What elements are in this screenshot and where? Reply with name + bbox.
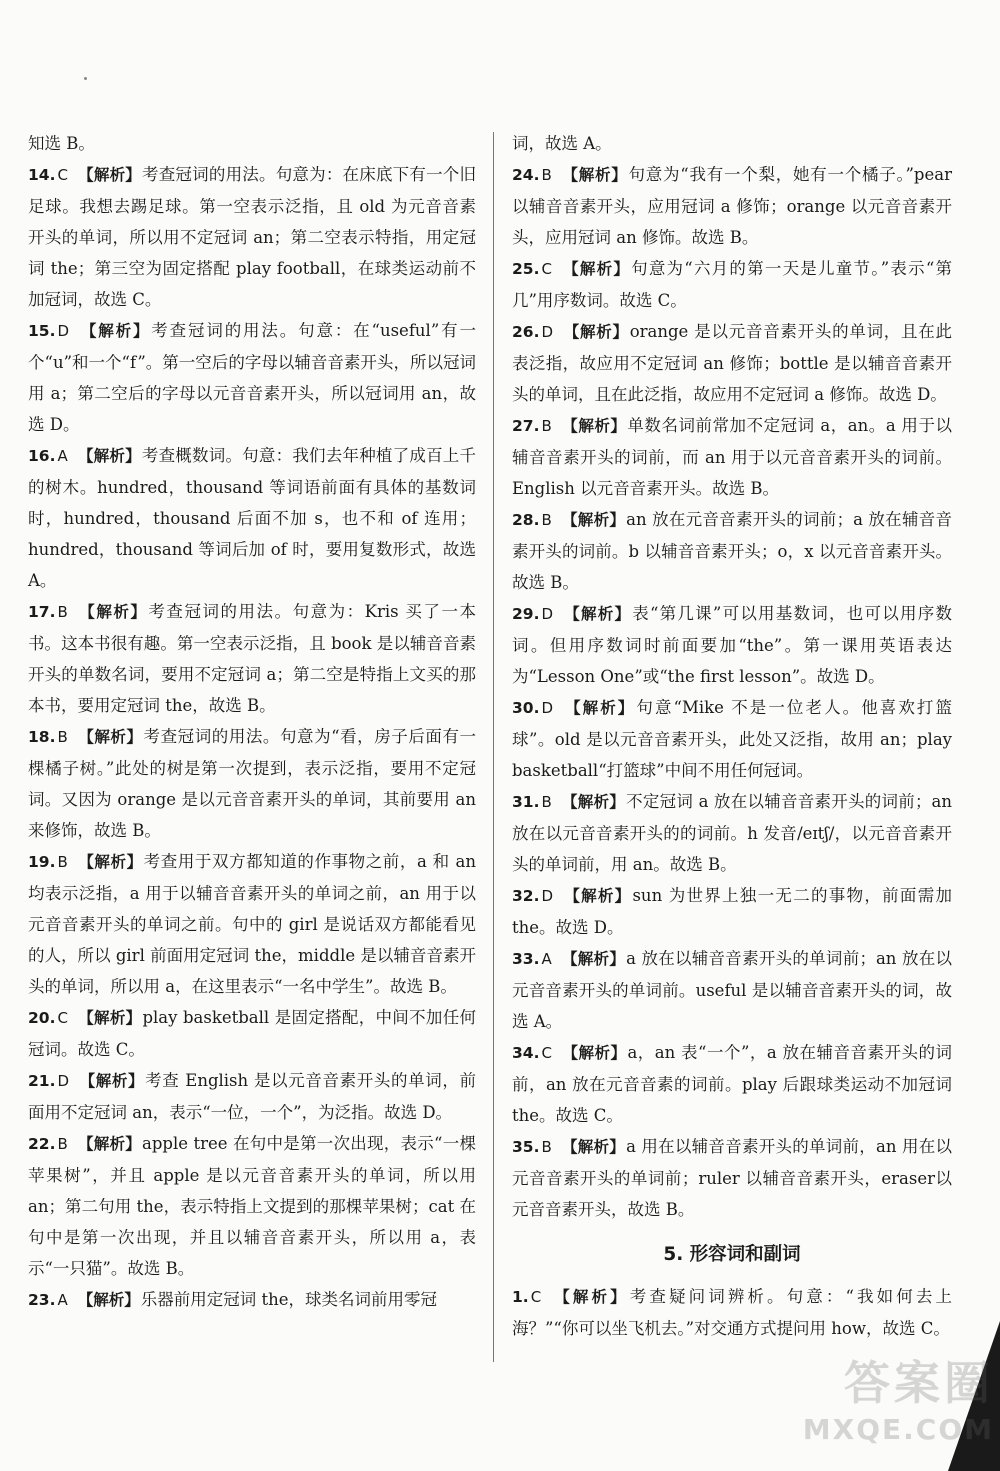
analysis-tag: 【解析】 bbox=[561, 1044, 627, 1062]
analysis-tag: 【解析】 bbox=[563, 887, 632, 905]
left-column bbox=[28, 128, 476, 1316]
answer-item bbox=[512, 504, 952, 598]
section-answer-list bbox=[512, 1281, 952, 1344]
analysis-text: play basketball 是固定搭配，中间不加任何冠词。故选 C。 bbox=[28, 1008, 476, 1059]
question-number: 15. bbox=[28, 322, 56, 340]
answer-letter: C bbox=[57, 1009, 68, 1027]
analysis-text: 考查 English 是以元音音素开头的单词，前面用不定冠词 an，表示“一位，一个”，为泛指。故选 D。 bbox=[28, 1071, 476, 1122]
answer-item bbox=[28, 596, 476, 721]
answer-item bbox=[28, 1002, 476, 1065]
question-number: 18. bbox=[28, 728, 56, 746]
question-number: 25. bbox=[512, 260, 540, 278]
analysis-tag: 【解析】 bbox=[77, 603, 148, 621]
question-number: 16. bbox=[28, 447, 56, 465]
answer-item bbox=[512, 1037, 952, 1131]
question-number: 17. bbox=[28, 603, 56, 621]
analysis-tag: 【解析】 bbox=[79, 322, 151, 340]
answer-letter: B bbox=[541, 1138, 552, 1156]
question-number: 34. bbox=[512, 1044, 540, 1062]
analysis-text: 句意为“六月的第一天是儿童节。”表示“第几”用序数词。故选 C。 bbox=[512, 259, 952, 310]
analysis-text: 句意为“我有一个梨，她有一个橘子。”pear 以辅音音素开头，应用冠词 a 修饰；orange 以元音音素开头，应用冠词 an 修饰。故选 B。 bbox=[512, 165, 952, 247]
left-answer-list bbox=[28, 159, 476, 1316]
answer-letter: D bbox=[541, 323, 554, 341]
answer-letter: A bbox=[541, 950, 552, 968]
answer-item bbox=[512, 880, 952, 943]
answer-letter: D bbox=[541, 887, 554, 905]
section-title: 5. 形容词和副词 bbox=[663, 1244, 801, 1265]
answer-item bbox=[512, 1281, 952, 1344]
analysis-tag: 【解析】 bbox=[77, 853, 143, 871]
watermark-url: MXQE.COM bbox=[802, 1413, 994, 1446]
question-number: 24. bbox=[512, 166, 540, 184]
analysis-text: 不定冠词 a 放在以辅音音素开头的词前；an 放在以元音音素开头的的词前。h 发音/eɪtʃ/，以元音音素开头的单词前，用 an。故选 B。 bbox=[512, 792, 952, 874]
answer-letter: D bbox=[57, 322, 70, 340]
question-number: 31. bbox=[512, 793, 540, 811]
answer-letter: B bbox=[541, 511, 552, 529]
analysis-text: orange 是以元音音素开头的单词，且在此表泛指，故应用不定冠词 an 修饰；bottle 是以辅音音素开头的单词，且在此泛指，故应用不定冠词 a 修饰。故选 D。 bbox=[512, 322, 952, 404]
answer-letter: A bbox=[57, 1291, 68, 1309]
answer-letter: C bbox=[541, 1044, 552, 1062]
analysis-text: a 放在以辅音音素开头的单词前；an 放在以元音音素开头的单词前。useful 是以辅音音素开头的词，故选 A。 bbox=[512, 949, 952, 1031]
analysis-text: 考查疑问词辨析。句意：“我如何去上海？”“你可以坐飞机去。”对交通方式提问用 how，故选 C。 bbox=[512, 1287, 952, 1338]
answer-item bbox=[512, 598, 952, 692]
analysis-tag: 【解析】 bbox=[561, 260, 631, 278]
analysis-tag: 【解析】 bbox=[561, 511, 626, 529]
question-number: 22. bbox=[28, 1135, 56, 1153]
answer-letter: D bbox=[57, 1072, 70, 1090]
analysis-text: 句意“Mike 不是一位老人。他喜欢打篮球”。old 是以元音音素开头，此处又泛指，故用 an；play basketball“打篮球”中间不用任何冠词。 bbox=[512, 698, 952, 780]
analysis-tag: 【解析】 bbox=[563, 699, 636, 717]
scan-speck bbox=[84, 77, 87, 80]
answer-letter: B bbox=[541, 417, 552, 435]
answer-letter: C bbox=[57, 166, 68, 184]
analysis-text: apple tree 在句中是第一次出现，表示“一棵苹果树”，并且 apple 是以元音音素开头的单词，所以用 an；第二句用 the，表示特指上文提到的那棵苹果树；cat 在句中是第一次出现，并且以辅音音素开头，所以用 a，表示“一只猫”。故选 B。 bbox=[28, 1134, 476, 1278]
right-column bbox=[512, 128, 952, 1344]
analysis-tag: 【解析】 bbox=[561, 793, 626, 811]
answer-letter: B bbox=[541, 793, 552, 811]
question-number: 19. bbox=[28, 853, 56, 871]
watermark-logo-text: 答案圈 bbox=[844, 1356, 994, 1410]
analysis-tag: 【解析】 bbox=[551, 1288, 629, 1306]
question-number: 21. bbox=[28, 1072, 56, 1090]
answer-item bbox=[28, 159, 476, 315]
question-number: 32. bbox=[512, 887, 540, 905]
analysis-text: 考查冠词的用法。句意为“看，房子后面有一棵橘子树。”此处的树是第一次提到，表示泛指，要用不定冠词。又因为 orange 是以元音音素开头的单词，其前要用 an 来修饰，故选 B。 bbox=[28, 727, 476, 840]
analysis-text: 考查冠词的用法。句意为：在床底下有一个旧足球。我想去踢足球。第一空表示泛指，且 old 为元音音素开头的单词，所以用不定冠词 an；第二空表示特指，用定冠词 the；第三空为固定搭配 play football，在球类运动前不加冠词，故选 C。 bbox=[28, 165, 476, 309]
analysis-text: sun 为世界上独一无二的事物，前面需加 the。故选 D。 bbox=[512, 886, 952, 937]
question-number: 35. bbox=[512, 1138, 540, 1156]
analysis-tag: 【解析】 bbox=[79, 1072, 145, 1090]
analysis-text: a 用在以辅音音素开头的单词前，an 用在以元音音素开头的单词前；ruler 以辅音音素开头，eraser以元音音素开头，故选 B。 bbox=[512, 1137, 952, 1219]
analysis-text: 单数名词前常加不定冠词 a，an。a 用于以辅音音素开头的词前，而 an 用于以元音音素开头的词前。English 以元音音素开头。故选 B。 bbox=[512, 416, 952, 498]
analysis-text: a，an 表“一个”，a 放在辅音音素开头的词前，an 放在元音音素的词前。play 后跟球类运动不加冠词 the。故选 C。 bbox=[512, 1043, 952, 1125]
question-number: 1. bbox=[512, 1288, 529, 1306]
question-number: 33. bbox=[512, 950, 540, 968]
analysis-text: 考查用于双方都知道的作事物之前，a 和 an 均表示泛指，a 用于以辅音音素开头的单词之前，an 用于以元音音素开头的单词之前。句中的 girl 是说话双方都能看见的人，所以 girl 前面用定冠词 the，middle 是以辅音音素开头的单词，所以用 a，在这里表示“一名中学生”。故选 B。 bbox=[28, 852, 476, 996]
analysis-text: 考查冠词的用法。句意：在“useful”有一个“u”和一个“f”。第一空后的字母以辅音音素开头，所以冠词用 a；第二空后的字母以元音音素开头，所以冠词用 an，故选 D。 bbox=[28, 321, 476, 434]
analysis-tag: 【解析】 bbox=[77, 166, 142, 184]
answer-item bbox=[28, 315, 476, 440]
question-number: 20. bbox=[28, 1009, 56, 1027]
answer-item bbox=[28, 721, 476, 846]
analysis-tag: 【解析】 bbox=[563, 605, 632, 623]
column-divider bbox=[493, 132, 494, 1362]
analysis-tag: 【解析】 bbox=[563, 323, 629, 341]
analysis-tag: 【解析】 bbox=[77, 1009, 142, 1027]
analysis-tag: 【解析】 bbox=[561, 950, 626, 968]
analysis-tag: 【解析】 bbox=[77, 447, 141, 465]
left-lead-text: 知选 B。 bbox=[28, 134, 95, 153]
analysis-tag: 【解析】 bbox=[561, 1138, 626, 1156]
question-number: 28. bbox=[512, 511, 540, 529]
answer-letter: D bbox=[541, 699, 554, 717]
watermark bbox=[784, 1353, 994, 1463]
analysis-text: 乐器前用定冠词 the，球类名词前用零冠 bbox=[140, 1290, 438, 1309]
analysis-text: 表“第几课”可以用基数词，也可以用序数词。但用序数词时前面要加“the”。第一课用英语表达为“Lesson One”或“the first lesson”。故选 D。 bbox=[512, 604, 952, 686]
answer-letter: B bbox=[541, 166, 552, 184]
answer-letter: B bbox=[57, 728, 68, 746]
answer-item bbox=[512, 943, 952, 1037]
analysis-tag: 【解析】 bbox=[77, 1135, 142, 1153]
question-number: 29. bbox=[512, 605, 540, 623]
analysis-text: 考查冠词的用法。句意为：Kris 买了一本书。这本书很有趣。第一空表示泛指，且 book 是以辅音音素开头的单数名词，要用不定冠词 a；第二空是特指上文买的那本书，要用定冠词 the，故选 B。 bbox=[28, 602, 476, 715]
analysis-text: 考查概数词。句意：我们去年种植了成百上千的树木。hundred，thousand 等词语前面有具体的基数词时，hundred，thousand 后面不加 s，也不和 of 连用；hundred，thousand 等词后加 of 时，要用复数形式，故选 A。 bbox=[28, 446, 476, 590]
answer-letter: B bbox=[57, 603, 68, 621]
answer-item bbox=[28, 1065, 476, 1128]
right-lead-text: 词，故选 A。 bbox=[512, 134, 612, 153]
answer-letter: B bbox=[57, 1135, 68, 1153]
question-number: 14. bbox=[28, 166, 56, 184]
answer-letter: D bbox=[541, 605, 554, 623]
answer-letter: C bbox=[541, 260, 552, 278]
answer-item bbox=[512, 1131, 952, 1225]
answer-letter: B bbox=[57, 853, 68, 871]
answer-item bbox=[512, 316, 952, 410]
question-number: 30. bbox=[512, 699, 540, 717]
right-answer-list bbox=[512, 159, 952, 1225]
answer-letter: C bbox=[530, 1288, 542, 1306]
answer-item bbox=[28, 1284, 476, 1316]
answer-letter: A bbox=[57, 447, 68, 465]
analysis-text: an 放在元音音素开头的词前；a 放在辅音音素开头的词前。b 以辅音音素开头；o，x 以元音音素开头。故选 B。 bbox=[512, 510, 952, 592]
analysis-tag: 【解析】 bbox=[561, 166, 628, 184]
question-number: 26. bbox=[512, 323, 540, 341]
answer-item bbox=[512, 253, 952, 316]
answer-item bbox=[28, 1128, 476, 1284]
question-number: 27. bbox=[512, 417, 540, 435]
answer-item bbox=[512, 786, 952, 880]
answer-item bbox=[28, 440, 476, 596]
question-number: 23. bbox=[28, 1291, 56, 1309]
answer-item bbox=[512, 159, 952, 253]
analysis-tag: 【解析】 bbox=[77, 728, 143, 746]
analysis-tag: 【解析】 bbox=[561, 417, 627, 435]
analysis-tag: 【解析】 bbox=[77, 1291, 140, 1309]
answer-item bbox=[28, 846, 476, 1002]
answer-item bbox=[512, 410, 952, 504]
answer-item bbox=[512, 692, 952, 786]
